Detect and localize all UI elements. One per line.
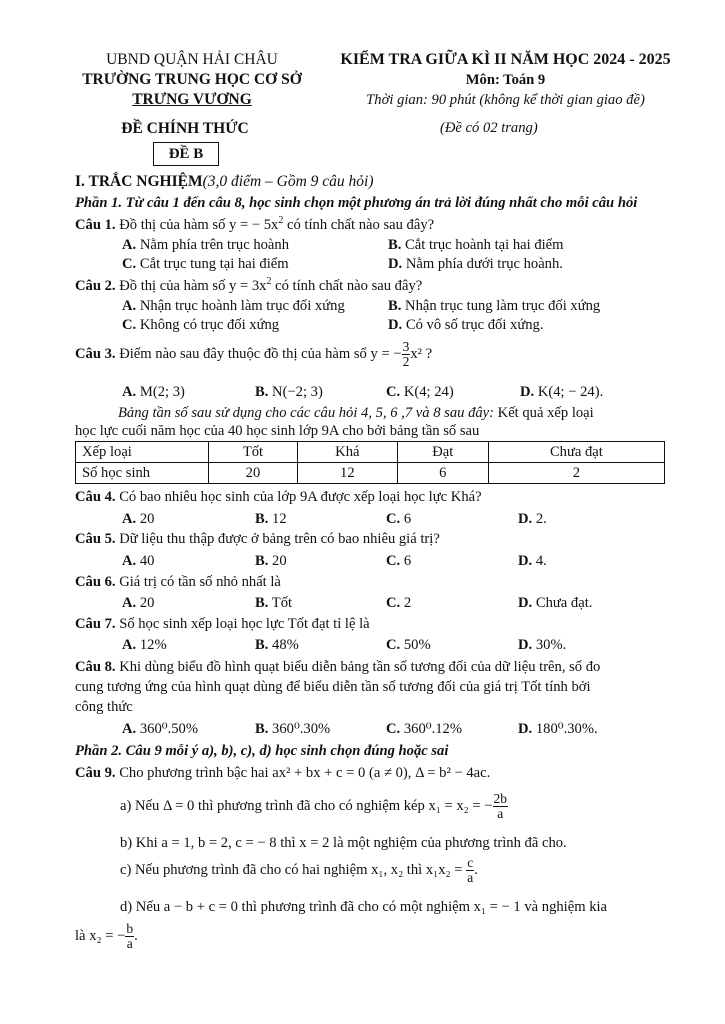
opt-letter: A. [122,721,137,737]
q9a-math: x₁ = x₂ = − [428,797,493,814]
q9-statement-c[interactable] [120,856,478,885]
part1-instruction: Phần 1. Từ câu 1 đến câu 8, học sinh chọn một phương án trả lời đúng nhất cho mỗi câu hỏi [75,195,638,211]
district-name: UBND QUẬN HẢI CHÂU [106,51,278,68]
opt-letter: B. [255,637,269,653]
table-cell: Đạt [397,442,488,463]
opt-letter: C. [386,553,401,569]
opt-letter: A. [122,237,137,253]
q2-label: Câu 2. [75,277,116,294]
opt-letter: B. [255,511,269,527]
q8-option-d[interactable] [518,720,598,738]
q5-option-b[interactable] [255,552,287,570]
opt-letter: A. [122,384,137,400]
table-cell: 12 [297,463,397,484]
q9-label: Câu 9. [75,765,116,781]
q8-label: Câu 8. [75,659,116,675]
q9c-math: x₁x₂ = [425,861,463,878]
q4-option-d[interactable] [518,510,547,528]
q1-option-a[interactable] [122,236,289,254]
table-cell: Chưa đạt [488,442,664,463]
question-3 [75,340,432,369]
opt-letter: C. [122,317,137,333]
opt-text: 4. [535,553,547,569]
q1-label: Câu 1. [75,216,116,233]
table-row [76,463,665,484]
section-note: (3,0 điểm – Gồm 9 câu hỏi) [202,173,374,190]
question-1 [75,215,434,234]
opt-text: 6 [403,553,412,569]
opt-letter: D. [518,637,533,653]
q5-option-c[interactable] [386,552,411,570]
q9c-numerator: c [467,855,474,870]
question-5 [75,530,440,548]
q6-option-a[interactable] [122,594,154,612]
q9-statement-d-cont [75,922,138,951]
q3-option-a[interactable] [122,383,185,401]
q8-line3: công thức [75,699,133,715]
q9-statement-b[interactable]: b) Khi a = 1, b = 2, c = − 8 thì x = 2 là một nghiệm của phương trình đã cho. [120,835,567,851]
q6-option-d[interactable] [518,594,592,612]
opt-text: N(−2; 3) [272,384,323,400]
q7-option-c[interactable] [386,636,431,654]
q3-math-lhs: y = − [370,345,402,362]
q9c-fraction [466,856,474,885]
school-name-line2: TRƯNG VƯƠNG [132,91,252,108]
opt-text: 50% [403,637,431,653]
opt-text: 360⁰.50% [139,721,198,737]
q9a-text: a) Nếu Δ = 0 thì phương trình đã cho có nghiệm kép [120,797,425,814]
q2-option-d[interactable] [388,316,544,334]
question-4 [75,488,482,506]
q6-option-c[interactable] [386,594,411,612]
opt-letter: B. [255,553,269,569]
q4-label: Câu 4. [75,489,116,505]
part2-instruction: Phần 2. Câu 9 mỗi ý a), b), c), d) học sinh chọn đúng hoặc sai [75,743,449,759]
q2-text-b: có tính chất nào sau đây? [271,277,423,294]
opt-text: 360⁰.30% [272,721,331,737]
q4-text: Có bao nhiêu học sinh của lớp 9A được xếp loại học lực Khá? [119,489,482,505]
q9d-math: x₂ = − [89,927,126,944]
opt-letter: D. [518,595,533,611]
q8-option-a[interactable] [122,720,198,738]
q5-option-a[interactable] [122,552,154,570]
q2-option-c[interactable] [122,316,279,334]
frequency-table [75,441,665,484]
q3-label: Câu 3. [75,345,116,362]
opt-letter: A. [122,298,137,314]
q9d-denominator: a [126,936,133,951]
q1-option-b[interactable] [388,236,564,254]
question-9 [75,764,490,782]
opt-letter: C. [386,384,401,400]
duration: Thời gian: 90 phút (không kể thời gian giao đề) [366,92,645,108]
school-name-line1: TRƯỜNG TRUNG HỌC CƠ SỞ [82,71,302,88]
table-cell: 20 [209,463,298,484]
school-header [62,50,322,110]
opt-letter: D. [518,511,533,527]
q4-option-c[interactable] [386,510,411,528]
opt-text: K(4; − 24). [537,384,604,400]
opt-text: 180⁰.30%. [535,721,598,737]
q1-text-b: có tính chất nào sau đây? [283,216,435,233]
opt-text: Nhận trục hoành làm trục đối xứng [139,298,345,314]
table-cell: Khá [297,442,397,463]
q7-label: Câu 7. [75,616,116,632]
q3-denominator: 2 [402,354,410,369]
q7-text: Số học sinh xếp loại học lực Tốt đạt tỉ lệ là [119,616,370,632]
q8-option-b[interactable] [255,720,330,738]
q9a-denominator: a [497,806,504,821]
opt-text: Nhận trục tung làm trục đối xứng [405,298,601,314]
q9a-fraction [493,792,509,821]
q6-option-b[interactable] [255,594,292,612]
exam-header [328,50,683,110]
opt-text: 12% [139,637,167,653]
table-cell: Số học sinh [76,463,209,484]
subject: Môn: Toán 9 [465,72,546,88]
q9c-denominator: a [467,870,474,885]
q8-option-c[interactable] [386,720,462,738]
opt-text: 40 [139,553,155,569]
opt-text: 6 [403,511,412,527]
q3-option-d[interactable] [520,383,603,401]
table-intro-normal: Kết quả xếp loại [494,405,594,421]
q4-option-b[interactable] [255,510,287,528]
q9d-text: là [75,927,86,944]
q6-text: Giá trị có tần số nhỏ nhất là [119,574,281,590]
q4-option-a[interactable] [122,510,154,528]
opt-letter: C. [386,721,401,737]
page-count: (Đề có 02 trang) [440,120,538,136]
opt-text: 360⁰.12% [403,721,462,737]
official-label: ĐỀ CHÍNH THỨC [121,120,249,137]
q1-option-c[interactable] [122,255,289,273]
opt-letter: A. [122,637,137,653]
opt-letter: B. [255,384,269,400]
opt-text: 2 [403,595,412,611]
opt-text: Chưa đạt. [535,595,593,611]
opt-text: 2. [535,511,547,527]
opt-text: 20 [272,553,287,569]
opt-text: Không có trục đối xứng [139,317,280,333]
q2-option-a[interactable] [122,297,345,315]
q3-option-c[interactable] [386,383,454,401]
opt-text: Nằm phía trên trục hoành [139,237,289,253]
opt-letter: D. [388,317,403,333]
q2-option-b[interactable] [388,297,600,315]
q3-text: Điểm nào sau đây thuộc đồ thị của hàm số [119,345,367,362]
q9a-numerator: 2b [493,791,508,806]
opt-letter: B. [255,595,269,611]
q2-text-a: Đồ thị của hàm số y = 3x [119,277,267,294]
q5-label: Câu 5. [75,531,116,547]
q8-line2: cung tương ứng của hình quạt dùng để biểu diễn tần số tương đối của giá trị Tốt tính bởi [75,679,591,695]
opt-text: K(4; 24) [403,384,454,400]
q9c-text: c) Nếu phương trình đã cho có hai nghiệm x₁, x₂ thì [120,861,423,878]
opt-text: M(2; 3) [139,384,185,400]
q1-exp: 2 [278,215,284,226]
opt-text: 20 [139,595,155,611]
opt-letter: C. [386,637,401,653]
q9-text: Cho phương trình bậc hai ax² + bx + c = 0 (a ≠ 0), Δ = b² − 4ac. [119,765,491,781]
opt-letter: B. [388,298,402,314]
question-6 [75,573,281,591]
q1-text-a: Đồ thị của hàm số y = − 5x [119,216,279,233]
opt-letter: C. [386,595,401,611]
section-title-text: I. TRẮC NGHIỆM [75,173,203,190]
question-8 [75,658,600,676]
q7-option-a[interactable] [122,636,167,654]
q7-option-b[interactable] [255,636,299,654]
table-cell: 6 [397,463,488,484]
table-cell: 2 [488,463,664,484]
opt-letter: D. [520,384,535,400]
q1-option-d[interactable] [388,255,563,273]
opt-letter: C. [122,256,137,272]
question-7 [75,615,370,633]
opt-text: Nằm phía dưới trục hoành. [405,256,563,272]
q3-fraction [402,340,411,369]
opt-text: 48% [272,637,299,653]
opt-text: Cắt trục tung tại hai điểm [139,256,289,272]
table-intro-line2: học lực cuối năm học của 40 học sinh lớp 9A cho bởi bảng tần số sau [75,423,480,439]
q3-option-b[interactable] [255,383,323,401]
opt-text: Tốt [271,595,293,611]
q9d-fraction [125,922,134,951]
q3-math-rhs: x² ? [410,345,433,362]
opt-letter: A. [122,595,137,611]
table-header-row [76,442,665,463]
opt-letter: D. [518,553,533,569]
q9c-end: . [474,861,478,878]
q8-line1: Khi dùng biểu đồ hình quạt biểu diễn bảng tần số tương đối của dữ liệu trên, số đo [119,659,601,675]
opt-letter: B. [255,721,269,737]
table-cell: Xếp loại [76,442,209,463]
q9d-numerator: b [126,921,134,936]
table-intro-line1 [118,404,594,422]
q9d-end: . [134,927,138,944]
opt-text: Có vô số trục đối xứng. [405,317,544,333]
q5-option-d[interactable] [518,552,547,570]
q5-text: Dữ liệu thu thập được ở bảng trên có bao nhiêu giá trị? [119,531,440,547]
opt-text: 12 [272,511,287,527]
opt-letter: D. [388,256,403,272]
table-intro-italic: Bảng tần số sau sử dụng cho các câu hỏi 4, 5, 6 ,7 và 8 sau đây: [118,405,495,421]
table-cell: Tốt [209,442,298,463]
opt-letter: A. [122,553,137,569]
q7-option-d[interactable] [518,636,566,654]
exam-code-box: ĐỀ B [153,142,219,166]
opt-text: Cắt trục hoành tại hai điểm [405,237,564,253]
opt-letter: A. [122,511,137,527]
opt-text: 30%. [535,637,567,653]
section-title [75,172,374,191]
opt-text: 20 [139,511,155,527]
q9-statement-d[interactable]: d) Nếu a − b + c = 0 thì phương trình đã cho có một nghiệm x₁ = − 1 và nghiệm kia [120,899,608,915]
q9-statement-a[interactable] [120,792,508,821]
question-2 [75,276,422,295]
opt-letter: C. [386,511,401,527]
q2-exp: 2 [266,276,272,287]
exam-title: KIỂM TRA GIỮA KÌ II NĂM HỌC 2024 - 2025 [340,51,671,68]
opt-letter: D. [518,721,533,737]
q6-label: Câu 6. [75,574,116,590]
opt-letter: B. [388,237,402,253]
q3-numerator: 3 [402,339,410,354]
